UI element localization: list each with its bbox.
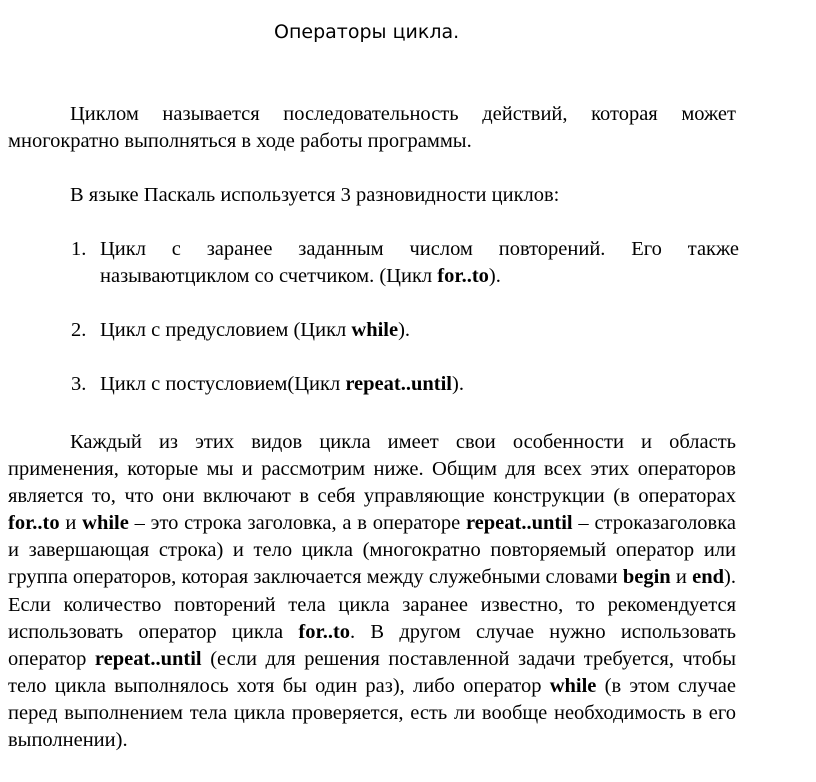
list-item-text-after: ). [398,319,411,341]
keyword-while: while [82,512,129,535]
list-item-text [100,236,739,290]
list-item-text-after: ). [488,265,501,287]
keyword-for-to: for..to [298,620,351,643]
keyword-begin: begin [622,566,671,589]
lead-paragraph: В языке Паскаль используется 3 разновидности циклов: [70,184,560,206]
body-text: (в этом случае перед выполнением тела цикла проверяется, есть ли вообще необходимость в его выполнении). [8,674,736,752]
body-paragraph [8,429,736,754]
list-item-text-before: Цикл с постусловием(Цикл [100,373,346,395]
page-title: Операторы цикла. [274,21,460,43]
keyword-end: end [692,566,725,589]
list-item-text-after: ). [452,373,464,395]
body-text: и [670,566,693,589]
list-item-number: 1. [71,238,87,260]
intro-paragraph: Циклом называется последовательность действий, которая может многократно выполняться в ходе работы программы. [8,103,736,152]
list-item-number: 2. [71,319,87,341]
keyword-for-to: for..to [8,512,60,535]
list-item-text [100,317,739,344]
body-text: – это строка заголовка, а в операторе [128,512,466,535]
body-text: и [59,512,83,535]
keyword-repeat-until: repeat..until [94,647,202,670]
list-item-number: 3. [71,373,87,395]
list-item-keyword: repeat..until [345,373,452,395]
body-text: ). Если количество повторений тела цикла заранее известно, то рекомендуется использовать оператор цикла [8,566,736,643]
list-item [71,371,739,398]
list-item-text-before: Цикл с предусловием (Цикл [100,319,352,341]
body-text: (если для решения поставленной задачи требуется, чтобы тело цикла выполнялось хотя бы один раз), либо оператор [8,647,736,697]
keyword-repeat-until: repeat..until [465,512,573,535]
keyword-while: while [549,674,597,697]
list-item-keyword: while [351,319,399,341]
body-text: Каждый из этих видов цикла имеет свои особенности и область применения, которые мы и рассмотрим ниже. Общим для всех этих операторов является то, что они включают в себя управляющие конструкции (в операторах [8,431,736,508]
list-item [71,236,739,290]
body-text: – строказаголовка и завершающая строка) и тело цикла (многократно повторяемый оператор или группа операторов, которая заключается между служебными словами [8,512,736,589]
list-item [71,317,739,344]
body-text: . В другом случае нужно использовать оператор [8,620,736,670]
list-item-text-before: Цикл с заранее заданным числом повторений. Его также называютциклом со счетчиком. (Цикл [100,238,739,287]
list-item-keyword: for..to [437,265,489,287]
list-item-text [100,371,739,398]
